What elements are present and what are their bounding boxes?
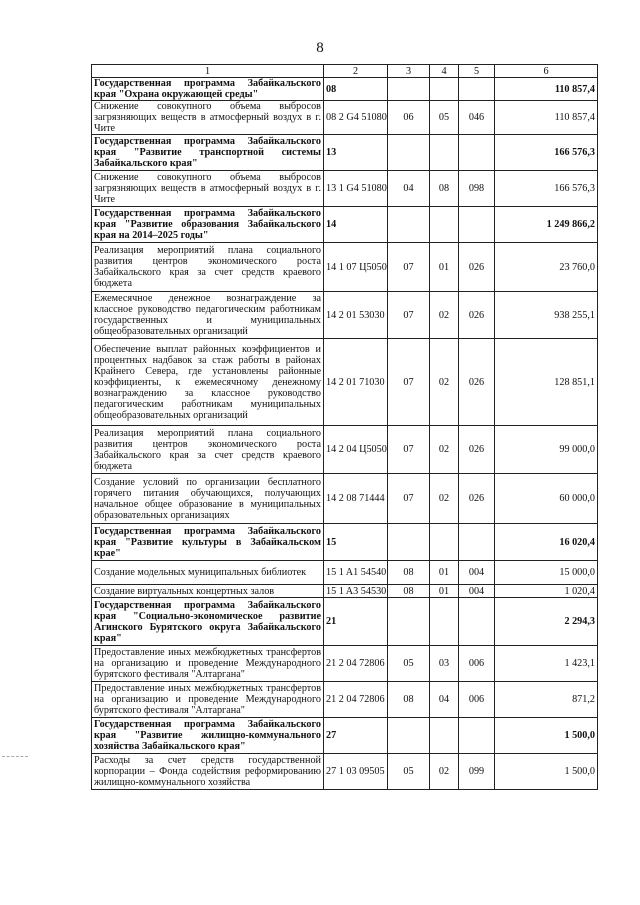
program-name-cell: Реализация мероприятий плана социального развития центров экономического роста Забайкальского края за счет средств краевого бюджета (92, 243, 324, 292)
target-article-cell: 21 2 04 72806 (324, 646, 388, 682)
subsection-cell (430, 524, 459, 561)
section-cell: 07 (388, 474, 430, 524)
expense-type-cell: 046 (459, 101, 495, 135)
section-cell: 07 (388, 292, 430, 339)
expense-type-cell (459, 524, 495, 561)
program-name-cell: Государственная программа Забайкальского края "Развитие жилищно-коммунального хозяйства Забайкальского края" (92, 718, 324, 754)
expense-type-cell (459, 598, 495, 646)
section-cell: 06 (388, 101, 430, 135)
program-name-cell: Создание модельных муниципальных библиотек (92, 561, 324, 585)
section-cell (388, 135, 430, 171)
table-row (92, 682, 598, 718)
target-article-cell: 21 2 04 72806 (324, 682, 388, 718)
subsection-cell: 08 (430, 171, 459, 207)
amount-cell: 23 760,0 (495, 243, 598, 292)
target-article-cell: 15 1 A3 54530 (324, 585, 388, 598)
amount-cell: 1 500,0 (495, 718, 598, 754)
column-header: 3 (388, 65, 430, 78)
table-row (92, 171, 598, 207)
expense-type-cell (459, 135, 495, 171)
section-cell (388, 78, 430, 101)
program-row (92, 207, 598, 243)
section-cell (388, 524, 430, 561)
amount-cell: 1 423,1 (495, 646, 598, 682)
section-cell: 07 (388, 339, 430, 426)
subsection-cell (430, 135, 459, 171)
expense-type-cell: 099 (459, 754, 495, 790)
amount-cell: 15 000,0 (495, 561, 598, 585)
subsection-cell: 04 (430, 682, 459, 718)
target-article-cell: 27 1 03 09505 (324, 754, 388, 790)
expense-type-cell: 098 (459, 171, 495, 207)
program-row (92, 78, 598, 101)
expense-type-cell: 006 (459, 682, 495, 718)
subsection-cell: 01 (430, 561, 459, 585)
program-name-cell: Государственная программа Забайкальского края "Развитие транспортной системы Забайкальского края" (92, 135, 324, 171)
amount-cell: 938 255,1 (495, 292, 598, 339)
expense-type-cell (459, 718, 495, 754)
expense-type-cell: 026 (459, 426, 495, 474)
expense-type-cell: 026 (459, 474, 495, 524)
target-article-cell: 13 1 G4 51080 (324, 171, 388, 207)
amount-cell: 1 249 866,2 (495, 207, 598, 243)
amount-cell: 1 500,0 (495, 754, 598, 790)
target-article-cell: 14 2 01 71030 (324, 339, 388, 426)
program-name-cell: Снижение совокупного объема выбросов загрязняющих веществ в атмосферный воздух в г. Чите (92, 171, 324, 207)
table-row (92, 243, 598, 292)
table-row (92, 585, 598, 598)
budget-table (91, 64, 598, 790)
amount-cell: 128 851,1 (495, 339, 598, 426)
section-cell: 05 (388, 754, 430, 790)
subsection-cell: 02 (430, 292, 459, 339)
program-name-cell: Ежемесячное денежное вознаграждение за классное руководство педагогическим работникам государственных и муниципальных общеобразовательных организаций (92, 292, 324, 339)
column-header: 5 (459, 65, 495, 78)
amount-cell: 166 576,3 (495, 135, 598, 171)
table-row (92, 101, 598, 135)
expense-type-cell: 026 (459, 243, 495, 292)
subsection-cell: 03 (430, 646, 459, 682)
column-header: 6 (495, 65, 598, 78)
table-row (92, 339, 598, 426)
expense-type-cell: 004 (459, 561, 495, 585)
program-name-cell: Снижение совокупного объема выбросов загрязняющих веществ в атмосферный воздух в г. Чите (92, 101, 324, 135)
expense-type-cell: 026 (459, 339, 495, 426)
expense-type-cell (459, 78, 495, 101)
program-row (92, 524, 598, 561)
section-cell (388, 718, 430, 754)
amount-cell: 1 020,4 (495, 585, 598, 598)
subsection-cell (430, 718, 459, 754)
amount-cell: 99 000,0 (495, 426, 598, 474)
subsection-cell (430, 207, 459, 243)
section-cell: 07 (388, 426, 430, 474)
subsection-cell: 02 (430, 474, 459, 524)
program-name-cell: Реализация мероприятий плана социального развития центров экономического роста Забайкальского края за счет средств краевого бюджета (92, 426, 324, 474)
program-name-cell: Государственная программа Забайкальского края "Охрана окружающей среды" (92, 78, 324, 101)
amount-cell: 110 857,4 (495, 78, 598, 101)
page-number: 8 (316, 40, 324, 56)
target-article-cell: 21 (324, 598, 388, 646)
table-row (92, 292, 598, 339)
expense-type-cell: 006 (459, 646, 495, 682)
table-body (92, 78, 598, 790)
program-name-cell: Создание условий по организации бесплатного горячего питания обучающихся, получающих начальное общее образование в муниципальных образовательных организациях (92, 474, 324, 524)
table-row (92, 646, 598, 682)
target-article-cell: 15 1 A1 54540 (324, 561, 388, 585)
program-name-cell: Государственная программа Забайкальского края "Развитие культуры в Забайкальском крае" (92, 524, 324, 561)
table-row (92, 754, 598, 790)
target-article-cell: 27 (324, 718, 388, 754)
section-cell: 08 (388, 682, 430, 718)
program-name-cell: Предоставление иных межбюджетных трансфертов на организацию и проведение Международного бурятского фестиваля "Алтаргана" (92, 646, 324, 682)
target-article-cell: 13 (324, 135, 388, 171)
amount-cell: 2 294,3 (495, 598, 598, 646)
target-article-cell: 14 2 08 71444 (324, 474, 388, 524)
column-header: 1 (92, 65, 324, 78)
subsection-cell: 01 (430, 585, 459, 598)
target-article-cell: 15 (324, 524, 388, 561)
program-name-cell: Создание виртуальных концертных залов (92, 585, 324, 598)
amount-cell: 16 020,4 (495, 524, 598, 561)
section-cell: 05 (388, 646, 430, 682)
program-row (92, 598, 598, 646)
program-name-cell: Предоставление иных межбюджетных трансфертов на организацию и проведение Международного бурятского фестиваля "Алтаргана" (92, 682, 324, 718)
section-cell (388, 207, 430, 243)
section-cell: 04 (388, 171, 430, 207)
subsection-cell: 05 (430, 101, 459, 135)
column-header: 2 (324, 65, 388, 78)
subsection-cell (430, 598, 459, 646)
program-name-cell: Обеспечение выплат районных коэффициентов и процентных надбавок за стаж работы в районах Крайнего Севера, где установлены районные коэффициенты, к ежемесячному денежному вознаграждению за классное руководство педагогическим работникам муниципальных общеобразовательных организаций (92, 339, 324, 426)
subsection-cell: 02 (430, 339, 459, 426)
target-article-cell: 08 (324, 78, 388, 101)
target-article-cell: 14 2 01 53030 (324, 292, 388, 339)
target-article-cell: 08 2 G4 51080 (324, 101, 388, 135)
program-row (92, 718, 598, 754)
subsection-cell (430, 78, 459, 101)
subsection-cell: 01 (430, 243, 459, 292)
amount-cell: 166 576,3 (495, 171, 598, 207)
expense-type-cell: 004 (459, 585, 495, 598)
section-cell: 08 (388, 561, 430, 585)
table-row (92, 474, 598, 524)
program-name-cell: Государственная программа Забайкальского края "Развитие образования Забайкальского края на 2014–2025 годы" (92, 207, 324, 243)
amount-cell: 110 857,4 (495, 101, 598, 135)
section-cell (388, 598, 430, 646)
program-name-cell: Государственная программа Забайкальского края "Социально-экономическое развитие Агинского Бурятского округа Забайкальского края" (92, 598, 324, 646)
target-article-cell: 14 2 04 Ц5050 (324, 426, 388, 474)
table-row (92, 426, 598, 474)
expense-type-cell: 026 (459, 292, 495, 339)
expense-type-cell (459, 207, 495, 243)
scan-margin-mark (2, 756, 28, 757)
section-cell: 08 (388, 585, 430, 598)
table-row (92, 561, 598, 585)
subsection-cell: 02 (430, 754, 459, 790)
program-row (92, 135, 598, 171)
amount-cell: 871,2 (495, 682, 598, 718)
target-article-cell: 14 (324, 207, 388, 243)
table-header-row (92, 65, 598, 78)
amount-cell: 60 000,0 (495, 474, 598, 524)
target-article-cell: 14 1 07 Ц5050 (324, 243, 388, 292)
program-name-cell: Расходы за счет средств государственной корпорации – Фонда содействия реформированию жилищно-коммунального хозяйства (92, 754, 324, 790)
column-header: 4 (430, 65, 459, 78)
section-cell: 07 (388, 243, 430, 292)
subsection-cell: 02 (430, 426, 459, 474)
